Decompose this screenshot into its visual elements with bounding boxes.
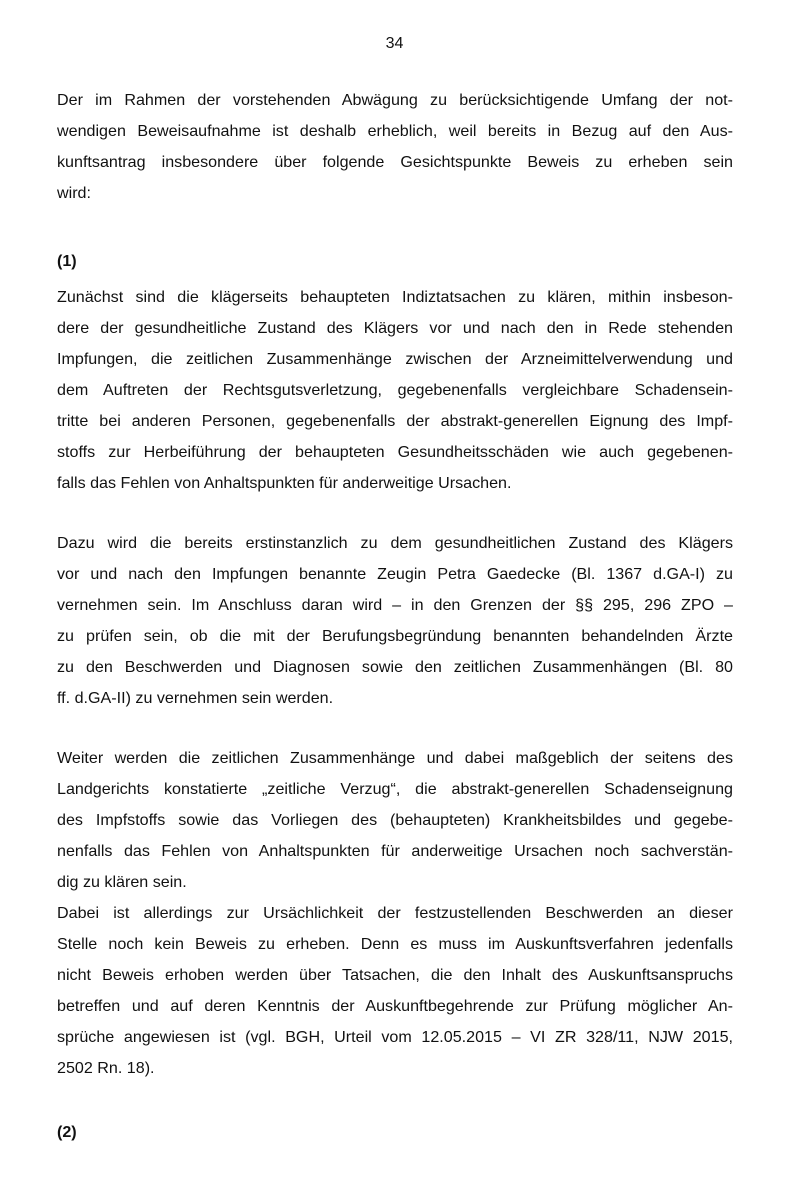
text-line: Zunächst sind die klägerseits behaupteten Indiztatsachen zu klären, mithin insbeson-	[57, 288, 733, 306]
text-line: Weiter werden die zeitlichen Zusammenhänge und dabei maßgeblich der seitens des	[57, 749, 733, 767]
text-line: zu prüfen sein, ob die mit der Berufungsbegründung benannten behandelnden Ärzte	[57, 627, 733, 645]
section1-paragraph-3	[57, 743, 733, 1084]
text-line: betreffen und auf deren Kenntnis der Auskunftbegehrende zur Prüfung möglicher An-	[57, 997, 733, 1015]
text-line: Stelle noch kein Beweis zu erheben. Denn es muss im Auskunftsverfahren jedenfalls	[57, 935, 733, 953]
text-line: stoffs zur Herbeiführung der behaupteten Gesundheitsschäden wie auch gegebenen-	[57, 443, 733, 461]
text-line: wendigen Beweisaufnahme ist deshalb erheblich, weil bereits in Bezug auf den Aus-	[57, 122, 733, 140]
section-heading-2: (2)	[57, 1123, 77, 1141]
text-line: nenfalls das Fehlen von Anhaltspunkten für anderweitige Ursachen noch sachverstän-	[57, 842, 733, 860]
text-line: dere der gesundheitliche Zustand des Klägers vor und nach den in Rede stehenden	[57, 319, 733, 337]
text-line: Dazu wird die bereits erstinstanzlich zu dem gesundheitlichen Zustand des Klägers	[57, 534, 733, 552]
text-line: Impfungen, die zeitlichen Zusammenhänge zwischen der Arzneimittelverwendung und	[57, 350, 733, 368]
text-line: des Impfstoffs sowie das Vorliegen des (behaupteten) Krankheitsbildes und gegebe-	[57, 811, 733, 829]
text-line: dem Auftreten der Rechtsgutsverletzung, gegebenenfalls vergleichbare Schadensein-	[57, 381, 733, 399]
text-line: dig zu klären sein.	[57, 873, 187, 891]
text-line: Dabei ist allerdings zur Ursächlichkeit der festzustellenden Beschwerden an dieser	[57, 904, 733, 922]
page-number: 34	[385, 35, 404, 52]
text-line: zu den Beschwerden und Diagnosen sowie den zeitlichen Zusammenhängen (Bl. 80	[57, 658, 733, 676]
text-line: ff. d.GA-II) zu vernehmen sein werden.	[57, 689, 334, 707]
section1-paragraph-2	[57, 528, 733, 714]
text-line: nicht Beweis erhoben werden über Tatsachen, die den Inhalt des Auskunftsanspruchs	[57, 966, 733, 984]
text-line: vor und nach den Impfungen benannte Zeugin Petra Gaedecke (Bl. 1367 d.GA-I) zu	[57, 565, 733, 583]
section-heading-1: (1)	[57, 252, 77, 270]
text-line: kunftsantrag insbesondere über folgende Gesichtspunkte Beweis zu erheben sein	[57, 153, 733, 171]
text-line: falls das Fehlen von Anhaltspunkten für anderweitige Ursachen.	[57, 474, 512, 492]
intro-paragraph	[57, 85, 733, 209]
text-line: tritte bei anderen Personen, gegebenenfalls der abstrakt-generellen Eignung des Impf-	[57, 412, 733, 430]
text-line: Landgerichts konstatierte „zeitliche Verzug“, die abstrakt-generellen Schadenseignung	[57, 780, 733, 798]
text-line: vernehmen sein. Im Anschluss daran wird – in den Grenzen der §§ 295, 296 ZPO –	[57, 596, 733, 614]
text-line: Der im Rahmen der vorstehenden Abwägung zu berücksichtigende Umfang der not-	[57, 91, 733, 109]
text-line: sprüche angewiesen ist (vgl. BGH, Urteil vom 12.05.2015 – VI ZR 328/11, NJW 2015,	[57, 1028, 733, 1046]
text-line: 2502 Rn. 18).	[57, 1059, 155, 1077]
text-line: wird:	[57, 184, 91, 202]
section1-paragraph-1	[57, 282, 733, 499]
